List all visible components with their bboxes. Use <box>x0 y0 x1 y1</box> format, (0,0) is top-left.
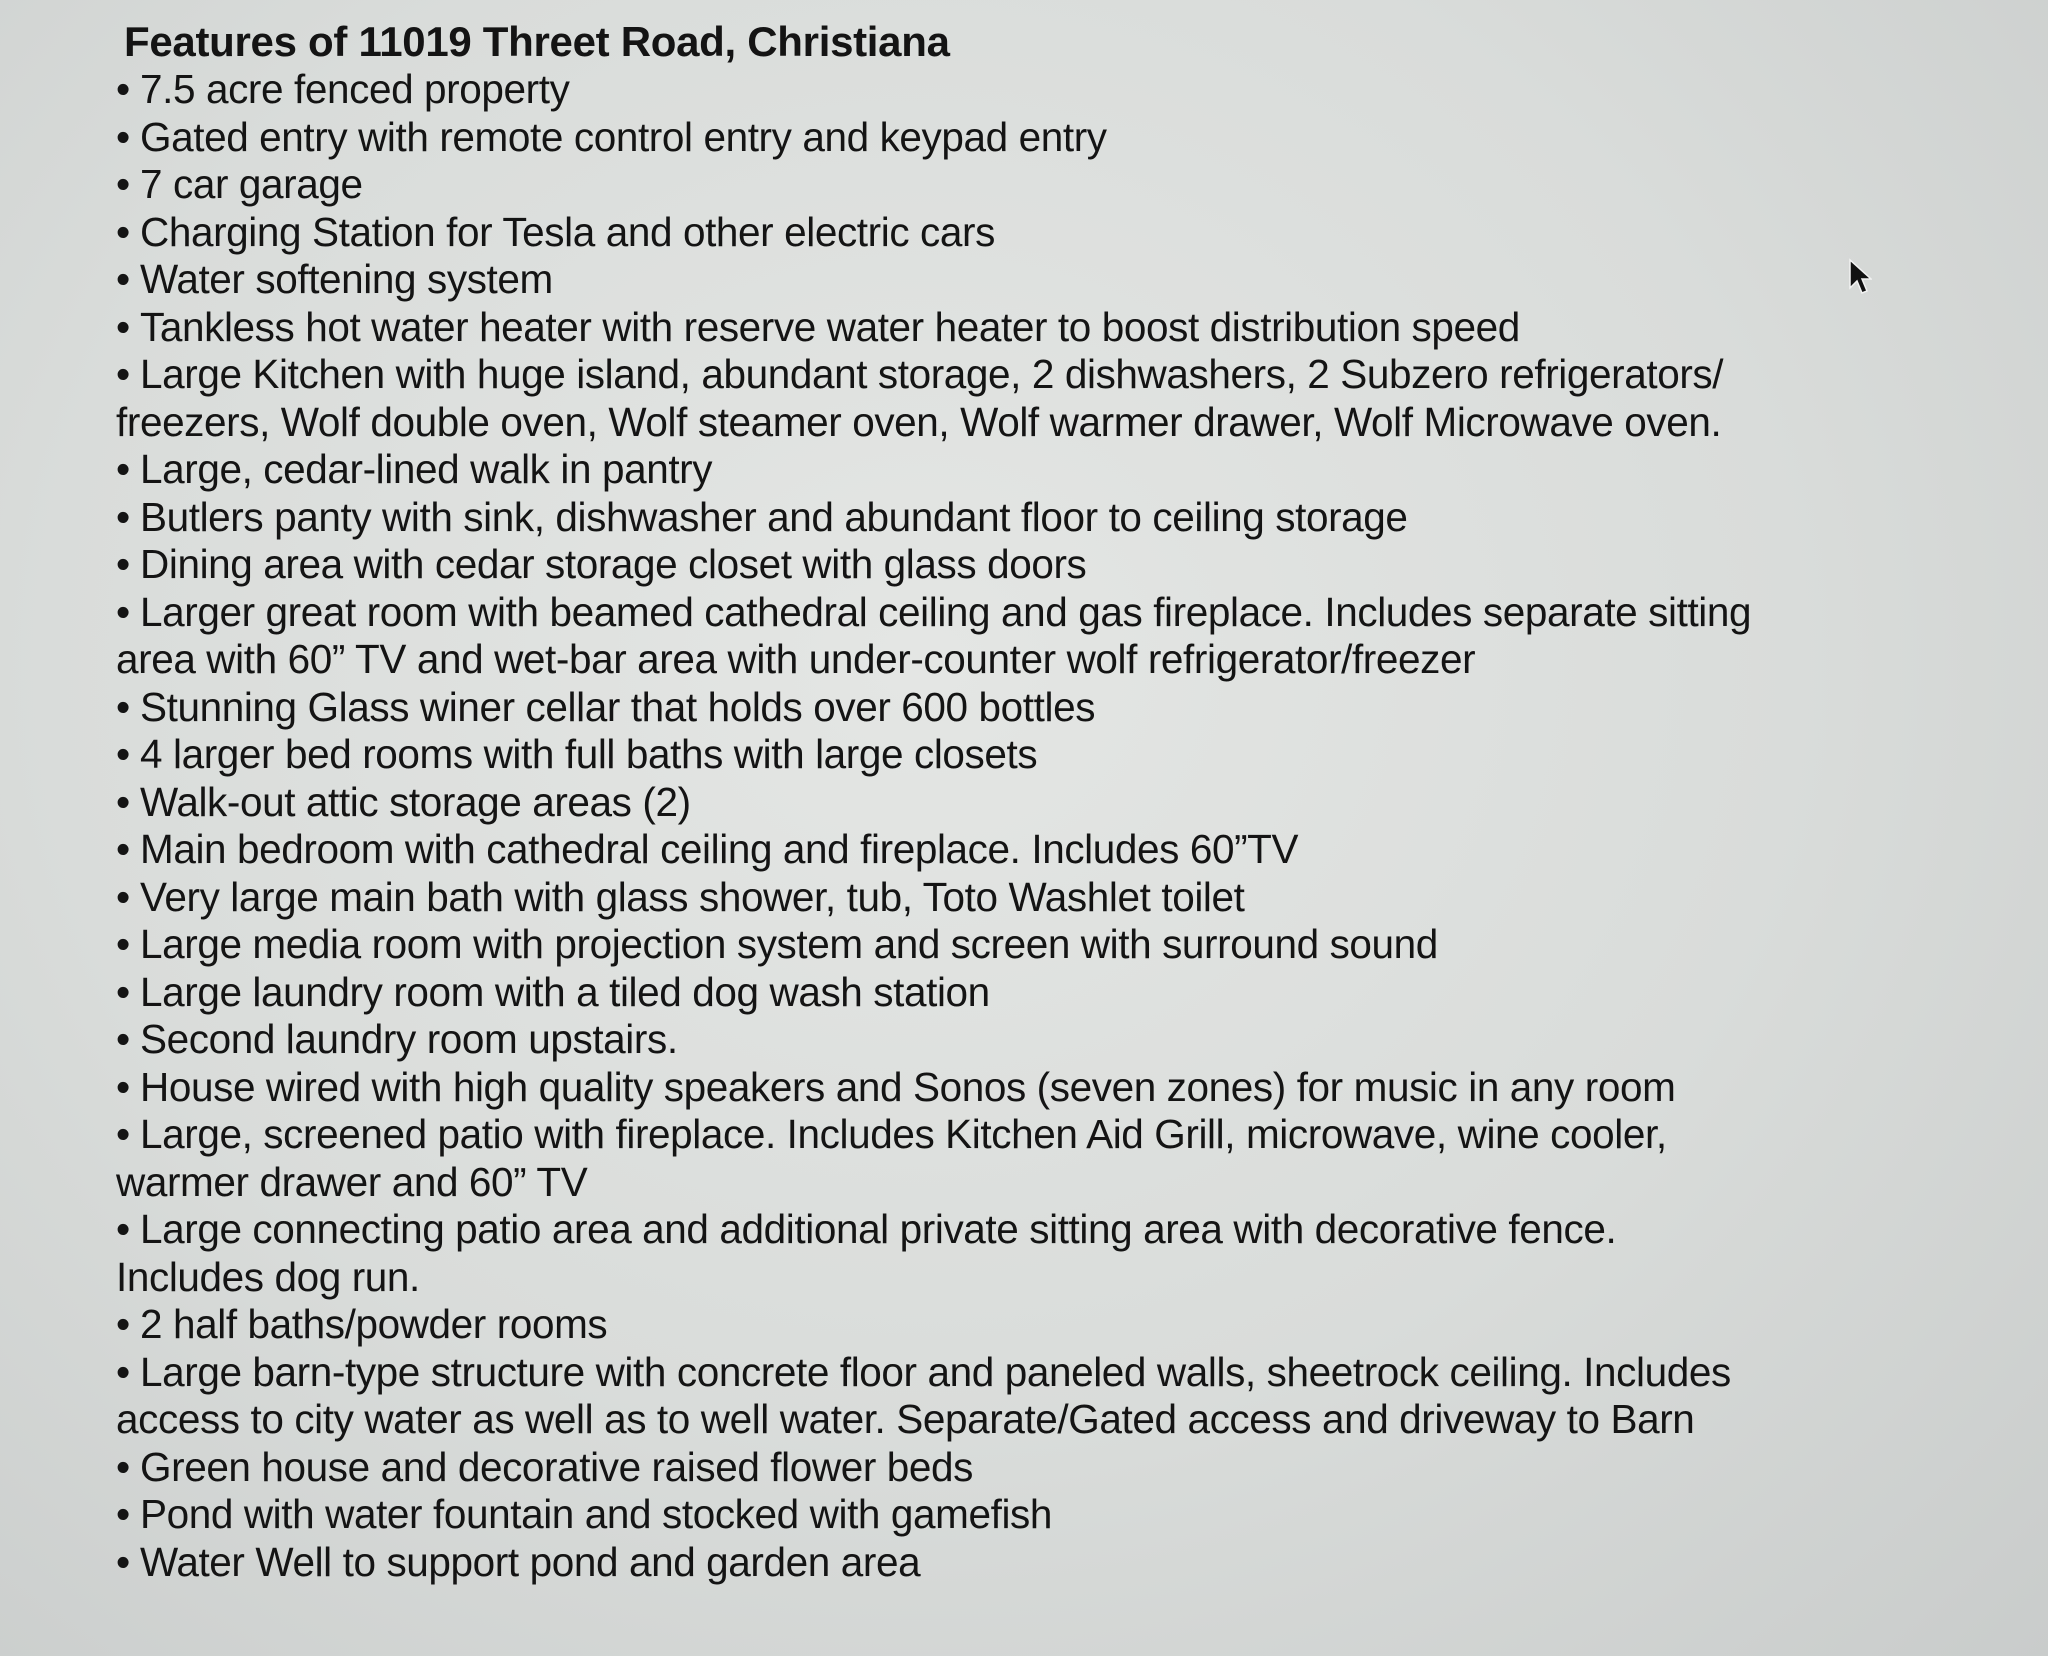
bullet-icon: • <box>116 1063 130 1110</box>
bullet-icon: • <box>116 873 130 920</box>
feature-item <box>116 256 1986 304</box>
feature-item <box>116 1016 1986 1064</box>
feature-text: Large barn-type structure with concrete floor and paneled walls, sheetrock ceiling. Includes <box>140 1348 1731 1395</box>
feature-text: Large, cedar-lined walk in pantry <box>140 446 713 492</box>
feature-text: Large media room with projection system and screen with surround sound <box>140 921 1438 967</box>
bullet-icon: • <box>116 683 130 730</box>
feature-item <box>116 684 1986 732</box>
feature-item <box>116 351 1986 446</box>
bullet-icon: • <box>116 541 130 587</box>
bullet-icon: • <box>116 1491 130 1537</box>
feature-text: Water Well to support pond and garden area <box>140 1538 921 1585</box>
page-title: Features of 11019 Threet Road, Christiana <box>124 18 950 65</box>
bullet-icon: • <box>116 826 130 872</box>
bullet-icon: • <box>116 731 130 777</box>
bullet-icon: • <box>116 113 130 160</box>
feature-text: 7.5 acre fenced property <box>140 66 570 112</box>
feature-text-continuation: warmer drawer and 60” TV <box>116 1158 588 1205</box>
bullet-icon: • <box>116 161 130 207</box>
bullet-icon: • <box>116 493 130 540</box>
feature-item <box>116 1064 1986 1112</box>
feature-item <box>116 1491 1986 1539</box>
feature-text: Green house and decorative raised flower beds <box>140 1443 974 1490</box>
feature-text: Main bedroom with cathedral ceiling and fireplace. Includes 60”TV <box>140 826 1299 872</box>
bullet-icon: • <box>116 1538 130 1585</box>
bullet-icon: • <box>116 1301 130 1347</box>
feature-item <box>116 209 1986 257</box>
feature-text-continuation: Includes dog run. <box>116 1253 420 1300</box>
feature-text-continuation: freezers, Wolf double oven, Wolf steamer oven, Wolf warmer drawer, Wolf Microwave oven. <box>116 398 1722 445</box>
feature-text: House wired with high quality speakers and Sonos (seven zones) for music in any room <box>140 1063 1676 1110</box>
bullet-icon: • <box>116 66 130 112</box>
feature-item <box>116 541 1986 589</box>
feature-item <box>116 304 1986 352</box>
feature-text: Water softening system <box>140 256 553 302</box>
feature-text: 4 larger bed rooms with full baths with large closets <box>140 731 1038 777</box>
feature-item <box>116 1444 1986 1492</box>
bullet-icon: • <box>116 778 130 825</box>
feature-item <box>116 969 1986 1017</box>
feature-item <box>116 161 1986 209</box>
feature-item <box>116 114 1986 162</box>
bullet-icon: • <box>116 446 130 492</box>
feature-text: Larger great room with beamed cathedral ceiling and gas fireplace. Includes separate sitting <box>140 588 1752 635</box>
bullet-icon: • <box>116 1348 130 1395</box>
feature-text: Stunning Glass winer cellar that holds over 600 bottles <box>140 683 1096 730</box>
feature-text: Second laundry room upstairs. <box>140 1016 678 1062</box>
feature-item <box>116 779 1986 827</box>
feature-item <box>116 589 1986 684</box>
feature-item <box>116 731 1986 779</box>
feature-item <box>116 826 1986 874</box>
bullet-icon: • <box>116 208 130 255</box>
feature-text: Dining area with cedar storage closet with glass doors <box>140 541 1087 587</box>
bullet-icon: • <box>116 303 130 350</box>
feature-item <box>116 1206 1986 1301</box>
feature-text: Pond with water fountain and stocked with gamefish <box>140 1491 1053 1537</box>
bullet-icon: • <box>116 351 130 397</box>
feature-text: Large Kitchen with huge island, abundant storage, 2 dishwashers, 2 Subzero refrigerators/ <box>140 351 1724 397</box>
feature-text: Charging Station for Tesla and other electric cars <box>140 208 995 255</box>
feature-text: Large laundry room with a tiled dog wash station <box>140 968 990 1015</box>
feature-item <box>116 1349 1986 1444</box>
feature-text: Very large main bath with glass shower, tub, Toto Washlet toilet <box>140 873 1245 920</box>
feature-text: Large, screened patio with fireplace. Includes Kitchen Aid Grill, microwave, wine cooler, <box>140 1111 1667 1157</box>
bullet-icon: • <box>116 1443 130 1490</box>
bullet-icon: • <box>116 1206 130 1252</box>
bullet-icon: • <box>116 921 130 967</box>
feature-text: 2 half baths/powder rooms <box>140 1301 608 1347</box>
feature-text: Large connecting patio area and additional private sitting area with decorative fence. <box>140 1206 1617 1252</box>
bullet-icon: • <box>116 968 130 1015</box>
feature-text: Tankless hot water heater with reserve water heater to boost distribution speed <box>140 303 1520 350</box>
feature-list <box>116 66 1986 1586</box>
feature-text: Butlers panty with sink, dishwasher and abundant floor to ceiling storage <box>140 493 1408 540</box>
feature-item <box>116 874 1986 922</box>
mouse-pointer-icon <box>1848 258 1872 296</box>
feature-item <box>116 921 1986 969</box>
bullet-icon: • <box>116 1016 130 1062</box>
feature-item <box>116 446 1986 494</box>
feature-text-continuation: access to city water as well as to well water. Separate/Gated access and driveway to Barn <box>116 1396 1695 1442</box>
feature-text-continuation: area with 60” TV and wet-bar area with under-counter wolf refrigerator/freezer <box>116 636 1476 682</box>
feature-text: Gated entry with remote control entry and keypad entry <box>140 113 1107 160</box>
feature-item <box>116 1301 1986 1349</box>
feature-item <box>116 1111 1986 1206</box>
feature-item <box>116 66 1986 114</box>
bullet-icon: • <box>116 588 130 635</box>
bullet-icon: • <box>116 256 130 302</box>
feature-text: Walk-out attic storage areas (2) <box>140 778 691 825</box>
bullet-icon: • <box>116 1111 130 1157</box>
feature-item <box>116 1539 1986 1587</box>
feature-item <box>116 494 1986 542</box>
feature-text: 7 car garage <box>140 161 363 207</box>
